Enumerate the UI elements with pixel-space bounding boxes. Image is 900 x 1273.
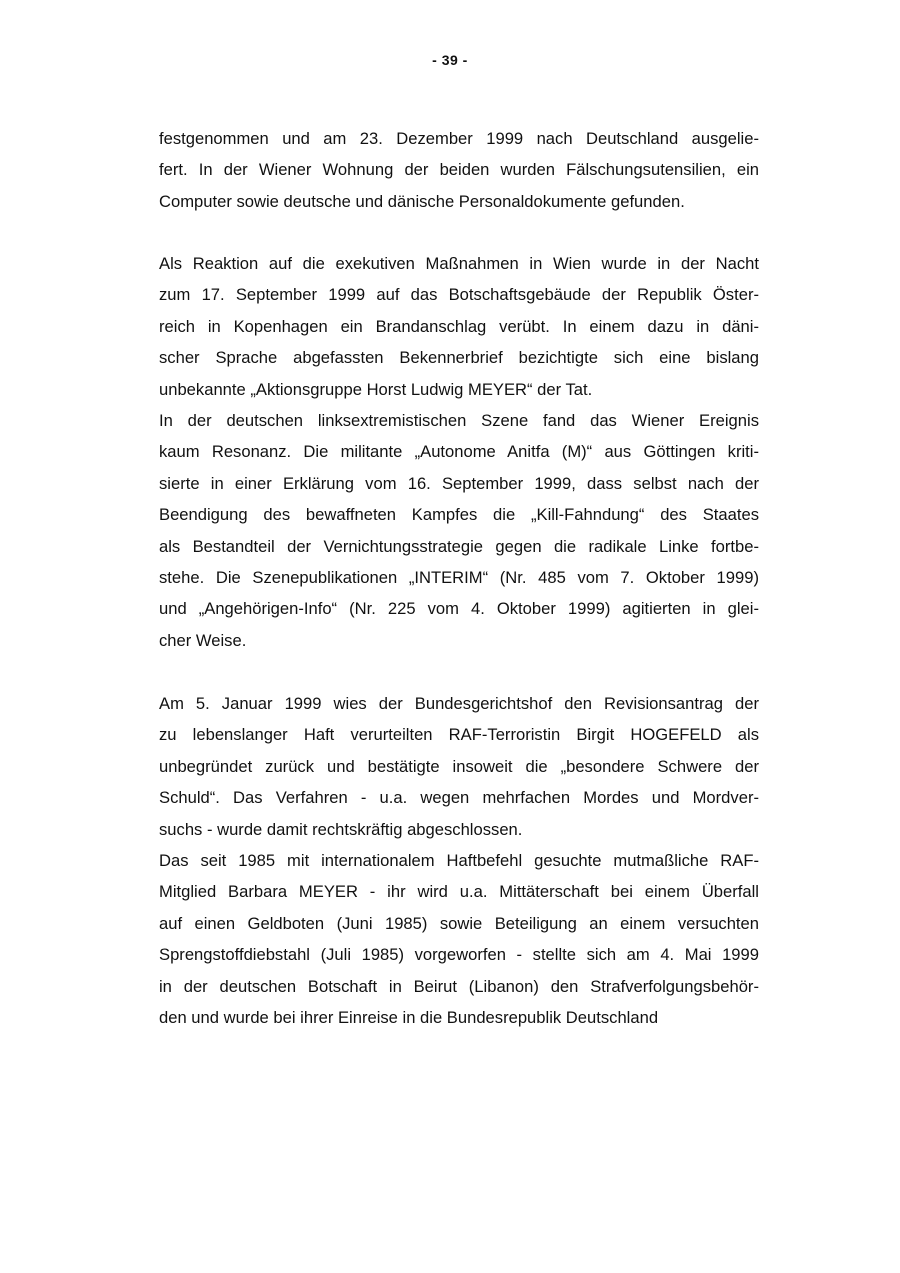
text-line: Beendigung des bewaffneten Kampfes die „Kill-Fahndung“ des Staates — [159, 505, 759, 525]
text-line: festgenommen und am 23. Dezember 1999 nach Deutschland ausgelie- — [159, 129, 759, 148]
text-line: fert. In der Wiener Wohnung der beiden wurden Fälschungsutensilien, ein — [159, 160, 759, 180]
text-line: sierte in einer Erklärung vom 16. September 1999, dass selbst nach der — [159, 473, 759, 493]
text-line: Mitglied Barbara MEYER - ihr wird u.a. Mittäterschaft bei einem Überfall — [159, 882, 759, 902]
paragraph-2 — [159, 248, 759, 656]
paragraph-1 — [159, 123, 759, 217]
text-line: den und wurde bei ihrer Einreise in die Bundesrepublik Deutschland — [159, 1008, 659, 1028]
page-number: - 39 - — [432, 52, 468, 68]
paragraph-3 — [159, 688, 759, 1033]
text-line: als Bestandteil der Vernichtungsstrategie gegen die radikale Linke fortbe- — [159, 536, 759, 556]
text-line: in der deutschen Botschaft in Beirut (Libanon) den Strafverfolgungsbehör- — [159, 976, 759, 996]
text-line: und „Angehörigen-Info“ (Nr. 225 vom 4. Oktober 1999) agitierten in glei- — [159, 599, 759, 619]
text-line: Sprengstoffdiebstahl (Juli 1985) vorgeworfen - stellte sich am 4. Mai 1999 — [159, 945, 759, 965]
text-line: unbegründet zurück und bestätigte insoweit die „besondere Schwere der — [159, 756, 759, 776]
text-line: unbekannte „Aktionsgruppe Horst Ludwig MEYER“ der Tat. — [159, 379, 593, 399]
text-line: auf einen Geldboten (Juni 1985) sowie Beteiligung an einem versuchten — [159, 913, 759, 933]
text-line: Schuld“. Das Verfahren - u.a. wegen mehrfachen Mordes und Mordver- — [159, 788, 759, 808]
text-line: In der deutschen linksextremistischen Szene fand das Wiener Ereignis — [159, 411, 759, 431]
text-line: cher Weise. — [159, 630, 247, 650]
text-line: stehe. Die Szenepublikationen „INTERIM“ (Nr. 485 vom 7. Oktober 1999) — [159, 568, 759, 588]
text-line: Computer sowie deutsche und dänische Personaldokumente gefunden. — [159, 191, 685, 211]
text-line: reich in Kopenhagen ein Brandanschlag verübt. In einem dazu in däni- — [159, 316, 759, 336]
text-line: kaum Resonanz. Die militante „Autonome Anitfa (M)“ aus Göttingen kriti- — [159, 442, 759, 462]
text-line: zu lebenslanger Haft verurteilten RAF-Terroristin Birgit HOGEFELD als — [159, 725, 759, 745]
text-line: scher Sprache abgefassten Bekennerbrief bezichtigte sich eine bislang — [159, 348, 759, 368]
text-line: zum 17. September 1999 auf das Botschaftsgebäude der Republik Öster- — [159, 285, 759, 305]
text-line: Als Reaktion auf die exekutiven Maßnahmen in Wien wurde in der Nacht — [159, 254, 759, 273]
text-line: Das seit 1985 mit internationalem Haftbefehl gesuchte mutmaßliche RAF- — [159, 851, 759, 871]
text-line: suchs - wurde damit rechtskräftig abgeschlossen. — [159, 819, 523, 839]
text-line: Am 5. Januar 1999 wies der Bundesgerichtshof den Revisionsantrag der — [159, 694, 759, 713]
